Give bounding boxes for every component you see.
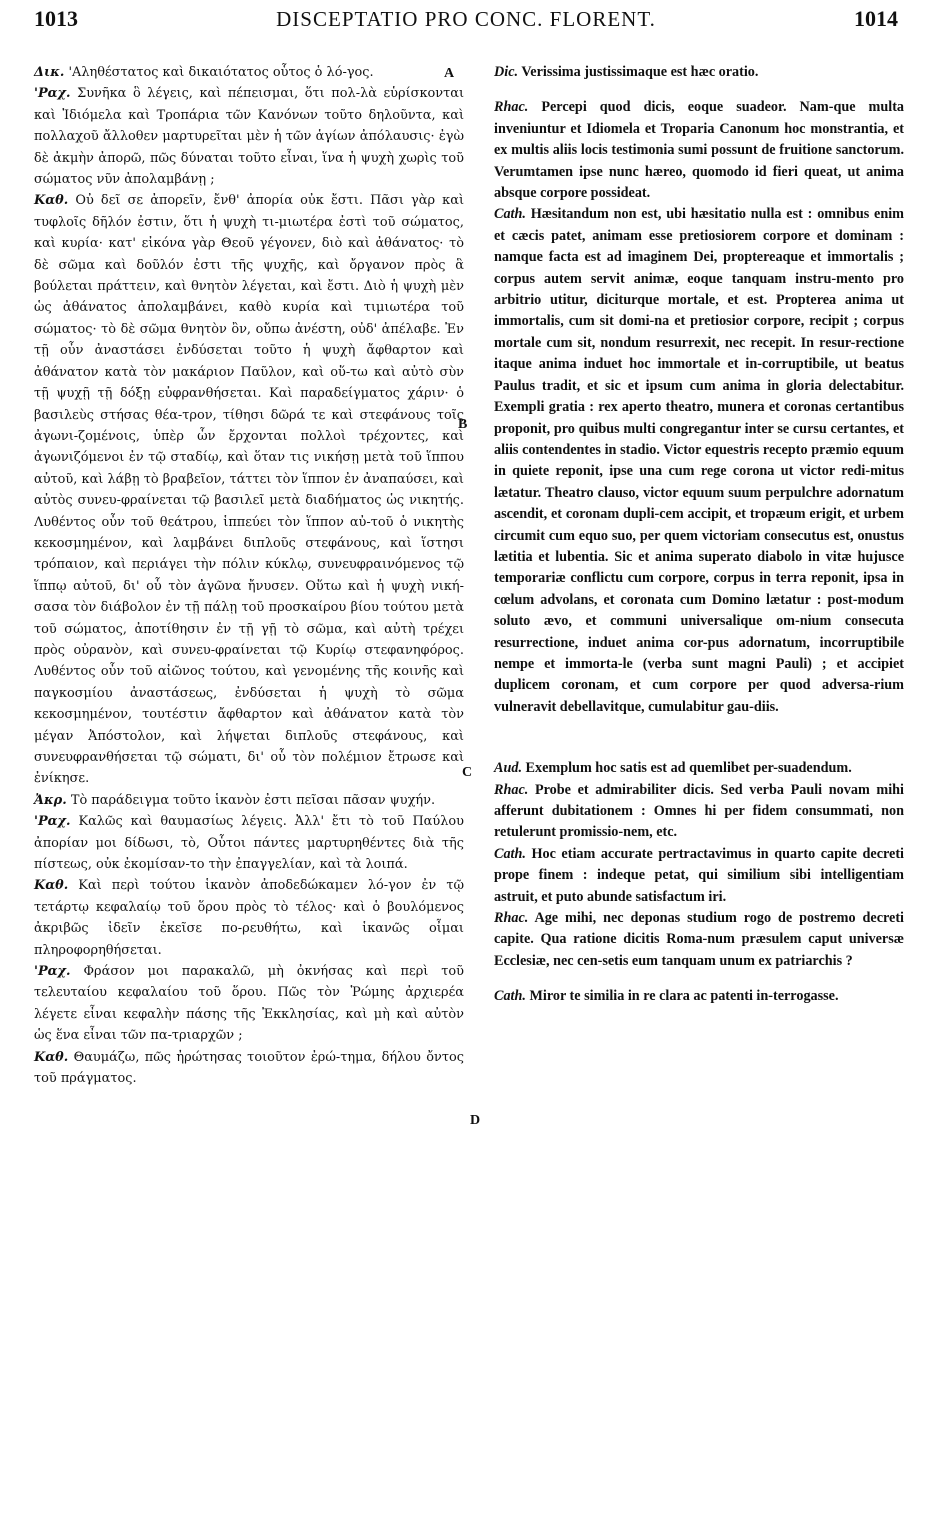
paragraph-text: Hoc etiam accurate pertractavimus in quarto capite decreti prope finem : indeque petat, qui similium sibi intelligentiam astruit, et puto abunde satisfactum iri. xyxy=(494,845,904,905)
paragraph-text: Exemplum hoc satis est ad quemlibet per-suadendum. xyxy=(525,760,852,777)
paragraph-text: Καὶ περὶ τούτου ἱκανὸν ἀποδεδώκαμεν λό-γον ἐν τῷ τετάρτῳ κεφαλαίῳ τοῦ ὅρου πρὸς τὸ τέλος· καὶ ὁ βουλόμενος ἀκριβῶς ἰδεῖν ἐκεῖσε πο-ρευθήτω, καὶ ἱκανῶς οἶμαι πληροφορηθήσεται. xyxy=(34,878,464,958)
speaker-label: Καθ. xyxy=(34,193,69,209)
greek-column xyxy=(34,62,464,1090)
margin-letter-c: C xyxy=(462,765,473,780)
speaker-label: Ἀκρ. xyxy=(34,792,67,808)
margin-letter-b: B xyxy=(458,417,468,432)
paragraph-text: Συνῆκα ὃ λέγεις, καὶ πέπεισμαι, ὅτι πολ-λὰ εὑρίσκονται καὶ Ἰδιόμελα καὶ Τροπάρια τῶν Κανόνων τοῦτο δηλοῦντα, καὶ πολλαχοῦ ἄλλοθεν μαρτυρεῖται μὲν ἡ τῶν ἁγίων ἀπόλαυσις· ἐγὼ δὲ ἀκμὴν ἀπορῶ, πῶς δύναται τοῦτο εἶναι, ἵνα ἡ ψυχὴ χωρὶς τοῦ σώματος νῦν ἀπολαμβάνῃ ; xyxy=(34,86,464,188)
paragraph-text: Probe et admirabiliter dicis. Sed verba Pauli novam mihi afferunt dubitationem : Omnes hi per fidem consummati, non retulerunt promissio-nem, etc. xyxy=(494,781,904,841)
paragraph-text: Age mihi, nec deponas studium rogo de postremo decreti capite. Qua ratione dicitis Roma-num præsulem caput universæ Ecclesiæ, nec cen-setis eum tanquam unum ex patriarchis ? xyxy=(494,910,905,969)
paragraph-text: Φράσον μοι παρακαλῶ, μὴ ὀκνήσας καὶ περὶ τοῦ τελευταίου κεφαλαίου τοῦ ὅρου. Πῶς τὸν Ῥώμης ἀρχιερέα λέγετε εἶναι κεφαλὴν πάσης τῆς Ἐκκλησίας, καὶ μὴ καὶ αὐτὸν ὡς ἕνα εἶναι τῶν πα-τριαρχῶν ; xyxy=(34,964,464,1044)
greek-paragraph xyxy=(34,190,464,789)
greek-paragraph xyxy=(34,83,464,190)
running-title: DISCEPTATIO PRO CONC. FLORENT. xyxy=(276,7,656,31)
speaker-label: Rhac. xyxy=(494,910,529,927)
latin-paragraph xyxy=(494,908,904,972)
speaker-label: Δικ. xyxy=(34,65,65,80)
speaker-label: Cath. xyxy=(494,206,526,223)
latin-paragraph xyxy=(494,780,904,844)
greek-paragraph xyxy=(34,811,464,875)
speaker-label: Rhac. xyxy=(494,781,529,798)
speaker-label: Dic. xyxy=(494,64,519,80)
page-header xyxy=(34,6,898,40)
greek-paragraph xyxy=(34,961,464,1047)
greek-paragraph xyxy=(34,62,464,83)
paragraph-text: Hæsitandum non est, ubi hæsitatio nulla est : omnibus enim et cæcis patet, animam esse pretiosiorem corpore et dominam : namque facta est ad imaginem Dei, proptereaque et immortalis ; corpus autem servit animæ, eoque tanquam instru-mento pro arbitrio utitur, diciturque mortale, et est. Propterea anima ut immortalis, cum sit domi-na et pretiosior corpore, recipit ; corpus mortale cum sit, nondum resurrexit, nec recepit. In resur-rectione itaque anima induet hoc immortale et in-corruptibile, ut beatus Paulus tradit, et sic et ipsum cum anima in gloria delectabitur. Exempli gratia : rex aperto theatro, munera et coronas certantibus proponit, pro quibus multi congregantur inter se cursu certantes, et aliis contendentes in stadio. Victor equestris recepto præmio equum in quiete reponit, ipse una cum rege corona ut victor redi-mitus lætatur. Theatro clauso, victor equum suum perpulchre adornatum ascendit, et coronam dupli-cem accipit, et tropæum erigit, et urbem circumit cum equo suo, per quem victoriam consecutus est, onustus lætitia et lubentia. Sic et anima superato diabolo in vitæ hujusce temporariæ conflictu cum corpore, corpus in terra reponit, ipsa in cœlum advolans, et coronata cum Domino lætatur : post-modum soluto ævo, et communi universalique om-nium consecuta resurrectione, induet anima cor-pus adornatum, incorruptibile nempe et immorta-le (verba sunt magni Pauli) ; et accipiet duplicem coronam, et cum corpore per quod adversa-rium vulneravit debellavitque, cumulabitur gau-diis. xyxy=(494,206,904,715)
greek-paragraph xyxy=(34,875,464,961)
speaker-label: Καθ. xyxy=(34,878,69,894)
speaker-label: Cath. xyxy=(494,845,526,862)
paragraph-text: 'Αληθέστατος καὶ δικαιότατος οὗτος ὁ λό-γος. xyxy=(68,65,374,80)
latin-paragraph xyxy=(494,758,904,779)
greek-paragraph xyxy=(34,790,464,811)
paragraph-text: Θαυμάζω, πῶς ἠρώτησας τοιοῦτον ἐρώ-τημα, δήλου ὄντος τοῦ πράγματος. xyxy=(34,1049,464,1087)
left-page-number: 1013 xyxy=(34,6,78,31)
speaker-label: Rhac. xyxy=(494,99,529,116)
latin-paragraph xyxy=(494,204,904,718)
paragraph-text: Miror te similia in re clara ac patenti in-terrogasse. xyxy=(529,988,839,1005)
paragraph-text: Τὸ παράδειγμα τοῦτο ἱκανὸν ἐστι πεῖσαι πᾶσαν ψυχήν. xyxy=(70,792,436,808)
speaker-label: 'Ραχ. xyxy=(34,814,71,830)
greek-paragraph xyxy=(34,1047,464,1090)
speaker-label: Aud. xyxy=(494,760,522,777)
paragraph-text: Οὐ δεῖ σε ἀπορεῖν, ἔνθ' ἀπορία οὐκ ἔστι. Πᾶσι γὰρ καὶ τυφλοῖς δῆλόν ἐστιν, ὅτι ἡ ψυχὴ τι-μιωτέρα ἐστὶ τοῦ σώματος, καὶ κυρία· κατ' εἰκόνα γὰρ Θεοῦ γέγονεν, διὸ καὶ ἀθάνατος· τὸ δὲ σῶμα καὶ δοῦλόν ἐστι τῆς ψυχῆς, καὶ ὄργανον πρὸς ἃ βούλεται πράττειν, καὶ θνητὸν λέγεται, καὶ ἔστι. Διὸ ἡ ψυχὴ μὲν ὡς ἀθάνατος ἀπολαμβάνει, καθὸ κυρία καὶ τιμιωτέρα τοῦ σώματος· τὸ δὲ σῶμα θνητὸν ὂν, οὔπω ἀνέστη, οὐδ' ἀπέλαβε. Ἐν τῇ οὖν ἀναστάσει ἐνδύσεται τοῦτο ἡ ψυχὴ ἄφθαρτον καὶ ἀθάνατον κατὰ τὸν μακάριον Παῦλον, καὶ οὕ-τω καὶ αὐτὸ σὺν τῇ ψυχῇ τῇ δόξῃ εὐφρανθήσεται. Καὶ παραδείγματος χάριν· ὁ βασιλεὺς στήσας θέα-τρον, τίθησι δῶρά τε καὶ στεφάνους τοῖς ἀγωνι-ζομένοις, ὑπὲρ ὧν ἔρχονται πολλοὶ τρέχοντες, καὶ ἀγωνιζόμενοι ἐν τῷ σταδίῳ, καὶ ὅταν τις νικήσῃ μετὰ τοῦ ἵππου αὐτοῦ, καὶ λάβῃ τὸ βραβεῖον, τάττει τὸν ἵππον ἐν ἀναπαύσει, καὶ αὐτὸς συνευ-φραίνεται τῷ βασιλεῖ μετὰ διαδήματος ὡς νικητής. Λυθέντος οὖν τοῦ θεάτρου, ἱππεύει τὸν ἵππον αὐ-τοῦ ὁ νικητὴς κεκοσμημένον, καὶ λαμβάνει διπλοῦς στεφάνους, καὶ ἵστησι τρόπαιον, καὶ περιάγει τὴν πόλιν κύκλῳ, συνευφραινόμενος τῷ ἵππῳ αὐτοῦ, δι' οὗ τὸν ἀγῶνα ἤνυσεν. Οὕτω καὶ ἡ ψυχὴ νική-σασα τὸν διάβολον ἐν τῇ πάλῃ τοῦ προσκαίρου βίου τούτου μετὰ τοῦ σώματος, ἀποτίθησιν ἐν τῇ γῇ τὸ σῶμα, καὶ αὐτὴ τρέχει πρὸς οὐρανὸν, καὶ συνευ-φραίνεται τῷ Κυρίῳ στεφανηφόρος. Λυθέντος οὖν τοῦ αἰῶνος τούτου, καὶ γενομένης τῆς κοινῆς καὶ παγκοσμίου ἀναστάσεως, ἐνδύσεται ἡ ψυχὴ τὸ σῶμα κεκοσμημένον, τουτέστιν ἄφθαρτον καὶ ἀθάνατον κατὰ τὸν μέγαν Ἀπόστολον, καὶ λήψεται διπλοῦς στεφάνους, καὶ συνευφρανθήσεται τῷ σώματι, δι' οὗ τὸν πολέμιον ἔτρωσε καὶ ἐνίκησε. xyxy=(34,193,464,787)
latin-column xyxy=(494,62,904,1008)
latin-paragraph xyxy=(494,97,904,204)
margin-letter-a: A xyxy=(444,66,455,81)
margin-letter-d: D xyxy=(470,1113,481,1128)
speaker-label: Cath. xyxy=(494,988,526,1005)
speaker-label: 'Ραχ. xyxy=(34,964,71,980)
paragraph-text: Verissima justissimaque est hæc oratio. xyxy=(521,64,759,80)
paragraph-text: Καλῶς καὶ θαυμασίως λέγεις. Ἀλλ' ἔτι τὸ τοῦ Παύλου ἀπορίαν μοι δίδωσι, τὸ, Οὗτοι πάντες μαρτυρηθέντες διὰ τῆς πίστεως, οὐκ ἐκομίσαν-το τὴν ἐπαγγελίαν, καὶ τὰ λοιπά. xyxy=(34,814,464,873)
speaker-label: Καθ. xyxy=(34,1049,69,1065)
speaker-label: 'Ραχ. xyxy=(34,86,71,102)
paragraph-text: Percepi quod dicis, eoque suadeor. Nam-que multa inveniuntur et Idiomela et Troparia Canonum hoc monstrantia, et ex multis aliis locis testimonia sumi possunt de fruitione sanctorum. Verumtamen ipse nunc hæreo, quomodo id fieri queat, ut anima absque corpore possideat. xyxy=(494,99,905,202)
right-page-number: 1014 xyxy=(854,6,898,31)
latin-paragraph xyxy=(494,62,904,83)
latin-paragraph xyxy=(494,844,904,908)
latin-paragraph xyxy=(494,986,904,1007)
